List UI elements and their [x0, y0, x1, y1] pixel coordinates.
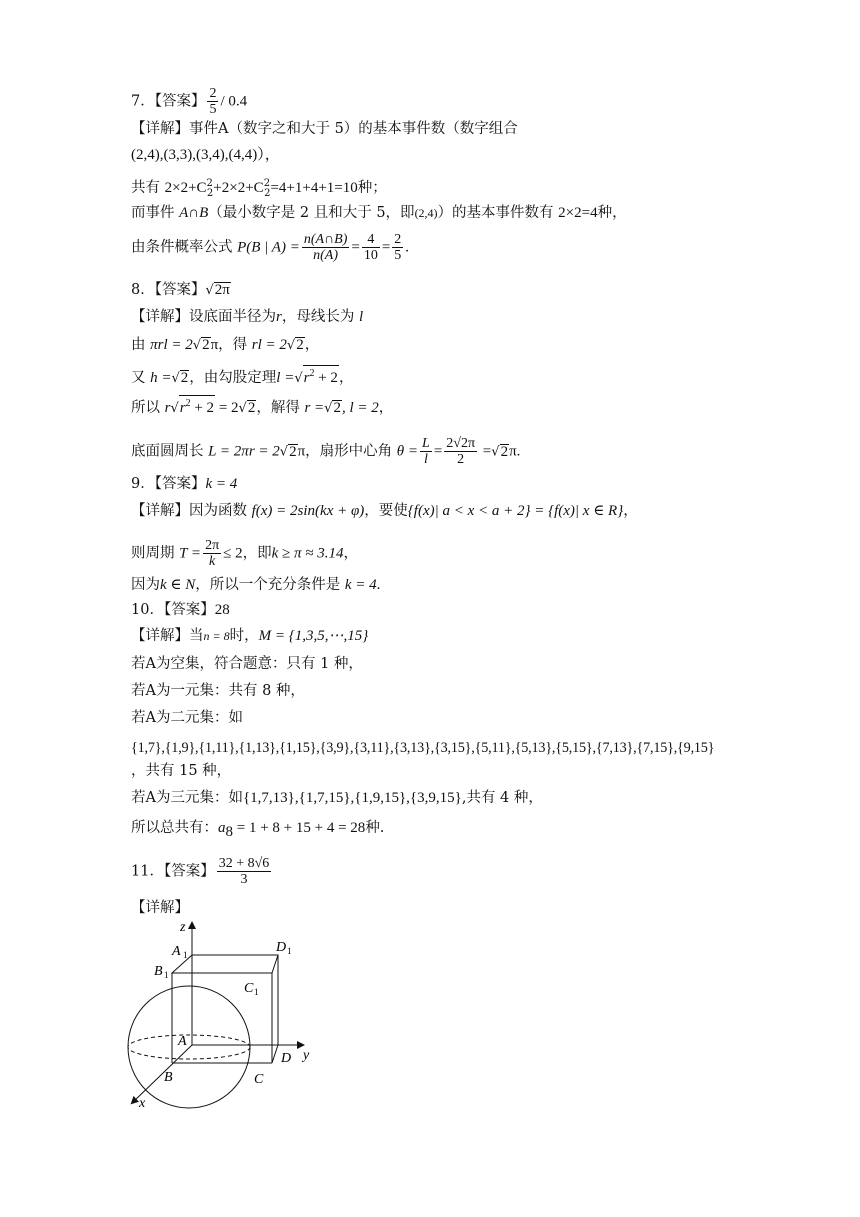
q11-answer-line: 11．【答案】 $\frac{32 + 8√6}{3}$ — [131, 856, 270, 887]
q11-answer-fraction: $\frac{32 + 8√6}{3}$ — [218, 856, 270, 887]
q7-detail-line3: 共有 $2\times 2+C^2_2+2\times 2+C^2_2=4+1+4+1=10$种； — [131, 178, 387, 199]
q11-detail-heading: 【详解】 — [131, 900, 189, 916]
q7-detail-line4: 而事件 A∩B（最小数字是 2 且和大于 5，即(2,4)）的基本事件数有 2×2=4种， — [131, 205, 627, 221]
q9-detail-line1: 【详解】因为函数 f(x) = 2sin(kx + φ)，要使{f(x)| a < x < a + 2} = {f(x)| x ∈ R}， — [131, 503, 638, 519]
q10-detail-line7: 若A为三元集：如{1,7,13},{1,7,15},{1,9,15},{3,9,15},共有 4 种， — [131, 790, 543, 806]
q10-answer-line: 10．【答案】28 — [131, 602, 230, 618]
label-c: C — [254, 1072, 264, 1087]
label-a1: A — [172, 944, 181, 959]
q7-detail-line1: 【详解】事件A（数字之和大于 5）的基本事件数（数字组合 — [131, 121, 518, 137]
q8-detail-line1: 【详解】设底面半径为r，母线长为 l — [131, 309, 364, 325]
label-c1: C — [244, 981, 254, 996]
q8-detail-line3: 又 h =√2，由勾股定理$l =√r^2 + 2$， — [131, 365, 353, 389]
q8-detail-line2: 由 πrl = 2√2π，得 rl = 2√2， — [131, 337, 320, 353]
q10-detail-line6: ，共有 15 种， — [131, 763, 232, 779]
label-d1-sub: 1 — [287, 946, 292, 956]
label-b1-sub: 1 — [164, 970, 169, 980]
q10-detail-line4: 若A为二元集：如 — [131, 710, 243, 726]
label-z: z — [180, 920, 186, 935]
q10-detail-line8: 所以总共有：$a_8 = 1 + 8 + 15 + 4 = 28$种. — [131, 820, 385, 840]
sphere-equator — [128, 1035, 250, 1059]
label-x: x — [139, 1096, 146, 1110]
q9-detail-line3: 因为k ∈ N，所以一个充分条件是 k = 4. — [131, 577, 381, 593]
x-axis — [132, 1045, 192, 1103]
q9-detail-line2: 则周期 T = $\frac{2\pi}{k}$ ≤ 2，即k ≥ π ≈ 3.14， — [131, 538, 359, 569]
q10-detail-line5: {1,7},{1,9},{1,11},{1,13},{1,15},{3,9},{3,11},{3,13},{3,15},{5,11},{5,13},{5,15},{7,13},{7,15},{9,15} — [131, 740, 715, 756]
q8-detail-line5: 底面圆周长 L = 2πr = 2√2π，扇形中心角 θ = $\frac{L}{l}$ = $\frac{2√2\pi}{2}$ =√2π. — [131, 436, 521, 467]
q10-detail-line1: 【详解】当n = 8时，M = {1,3,5,⋯,15} — [131, 628, 369, 644]
q7-detail-line2: (2,4),(3,3),(3,4),(4,4)）， — [131, 147, 280, 163]
q10-detail-line2: 若A为空集，符合题意：只有 1 种， — [131, 656, 363, 672]
q7-detail-line5: 由条件概率公式 P(B | A) = $\frac{n(A\cap B)}{n(A)}$ = $\frac{4}{10}$ = $\frac{2}{5}$ . — [131, 232, 410, 263]
label-c1-sub: 1 — [254, 987, 259, 997]
cube-top-face — [172, 955, 278, 973]
label-d1: D — [276, 940, 287, 955]
label-b: B — [164, 1070, 173, 1085]
label-b1: B — [154, 964, 163, 979]
label-a: A — [178, 1034, 187, 1049]
q7-answer-fraction: $\frac{2}{5}$ — [209, 86, 217, 117]
q9-answer-line: 9．【答案】k = 4 — [131, 476, 238, 492]
cube-sphere-figure — [120, 915, 340, 1110]
q8-detail-line4: 所以 $r√r^2 + 2 = 2√2$，解得 r =√2, l = 2， — [131, 395, 393, 419]
label-d: D — [281, 1051, 292, 1066]
label-a1-sub: 1 — [183, 950, 188, 960]
q10-detail-line3: 若A为一元集：共有 8 种， — [131, 683, 305, 699]
q8-answer-line: 8．【答案】√2π — [131, 282, 230, 298]
cube-edge-cd — [272, 1045, 278, 1063]
label-y: y — [303, 1048, 310, 1063]
q7-answer-line: 7．【答案】 $\frac{2}{5}$ / 0.4 — [131, 86, 248, 117]
